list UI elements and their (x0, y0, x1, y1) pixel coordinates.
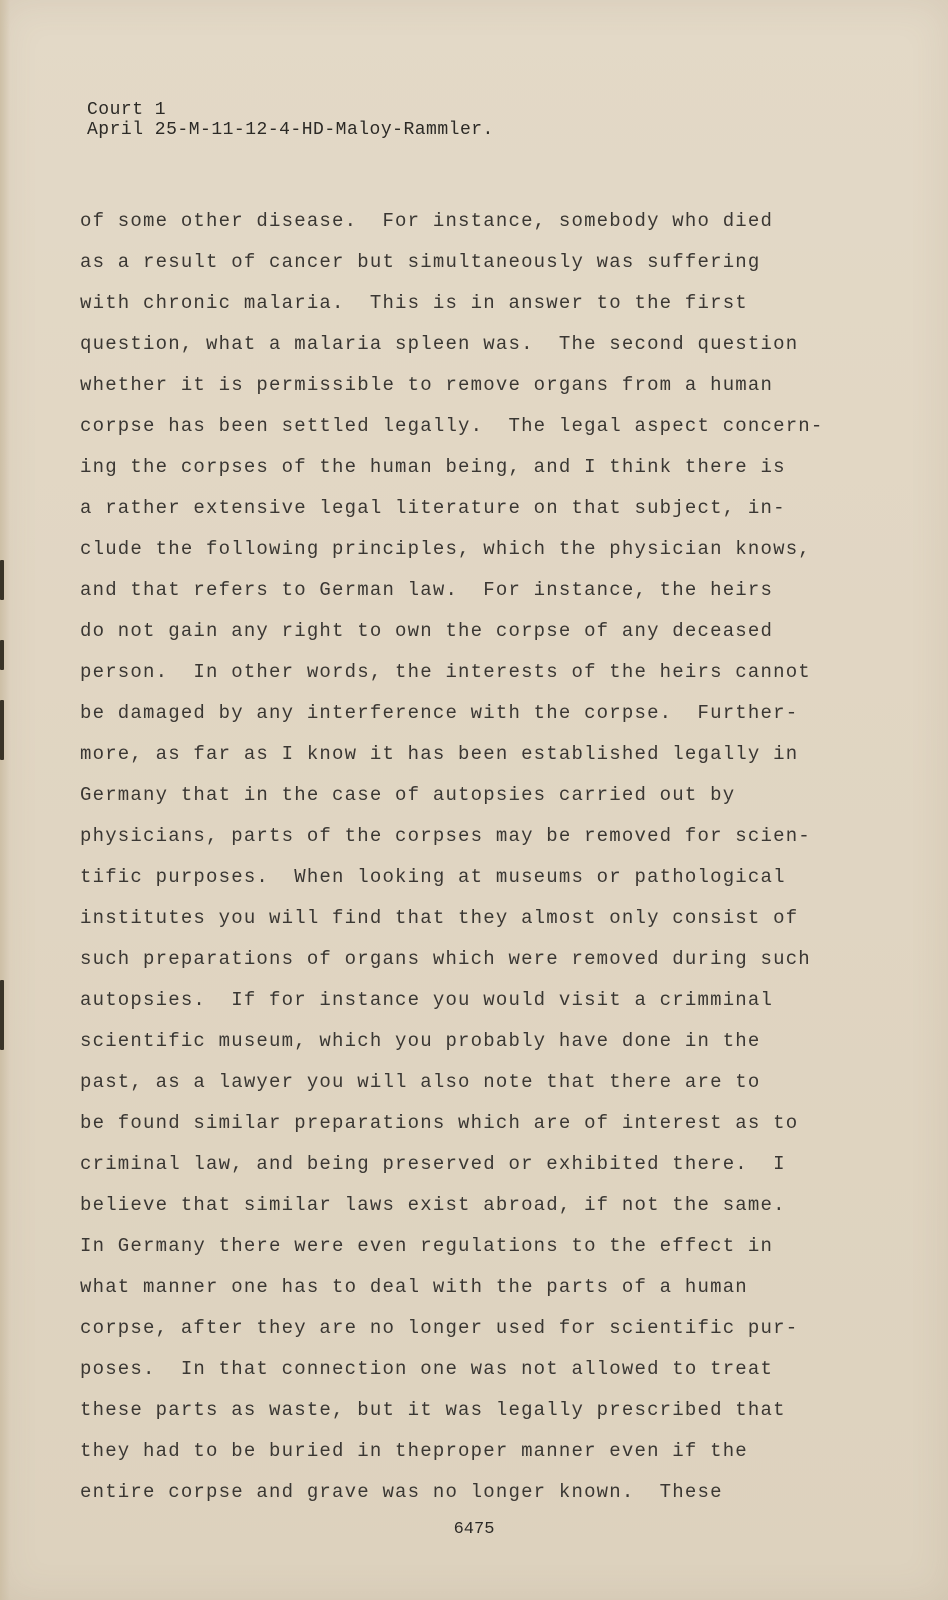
edge-mark (0, 700, 4, 760)
text-line: person. In other words, the interests of the heirs cannot (80, 661, 811, 683)
document-header (87, 100, 494, 140)
text-line: corpse has been settled legally. The legal aspect concern- (80, 415, 824, 437)
session-reference: April 25-M-11-12-4-HD-Maloy-Rammler. (87, 120, 494, 140)
text-line: Germany that in the case of autopsies carried out by (80, 784, 736, 806)
page-left-edge (0, 0, 10, 1600)
text-line: scientific museum, which you probably have done in the (80, 1030, 761, 1052)
text-line: autopsies. If for instance you would visit a crimminal (80, 989, 774, 1011)
text-line: tific purposes. When looking at museums or pathological (80, 866, 786, 888)
text-line: institutes you will find that they almost only consist of (80, 907, 799, 929)
text-line: of some other disease. For instance, somebody who died (80, 210, 774, 232)
text-line: poses. In that connection one was not allowed to treat (80, 1358, 774, 1380)
text-line: with chronic malaria. This is in answer to the first (80, 292, 748, 314)
text-line: what manner one has to deal with the parts of a human (80, 1276, 748, 1298)
text-line: such preparations of organs which were removed during such (80, 948, 811, 970)
text-line: past, as a lawyer you will also note that there are to (80, 1071, 761, 1093)
text-line: whether it is permissible to remove organs from a human (80, 374, 774, 396)
text-line: believe that similar laws exist abroad, if not the same. (80, 1194, 786, 1216)
text-line: clude the following principles, which the physician knows, (80, 538, 811, 560)
text-line: entire corpse and grave was no longer known. These (80, 1481, 723, 1503)
text-line: criminal law, and being preserved or exhibited there. I (80, 1153, 786, 1175)
text-line: more, as far as I know it has been established legally in (80, 743, 799, 765)
text-line: and that refers to German law. For instance, the heirs (80, 579, 774, 601)
text-line: physicians, parts of the corpses may be removed for scien- (80, 825, 811, 847)
text-line: be damaged by any interference with the corpse. Further- (80, 702, 799, 724)
transcript-body (80, 201, 910, 1513)
text-line: corpse, after they are no longer used for scientific pur- (80, 1317, 799, 1339)
page-number: 6475 (453, 1520, 495, 1539)
text-line: In Germany there were even regulations to the effect in (80, 1235, 774, 1257)
text-line: question, what a malaria spleen was. The second question (80, 333, 799, 355)
edge-mark (0, 640, 4, 670)
edge-mark (0, 560, 4, 600)
text-line: ing the corpses of the human being, and I think there is (80, 456, 786, 478)
edge-mark (0, 980, 4, 1050)
text-line: be found similar preparations which are of interest as to (80, 1112, 799, 1134)
court-label: Court 1 (87, 100, 167, 120)
text-line: a rather extensive legal literature on that subject, in- (80, 497, 786, 519)
text-line: these parts as waste, but it was legally prescribed that (80, 1399, 786, 1421)
text-line: as a result of cancer but simultaneously was suffering (80, 251, 761, 273)
text-line: do not gain any right to own the corpse of any deceased (80, 620, 774, 642)
text-line: they had to be buried in theproper manner even if the (80, 1440, 748, 1462)
